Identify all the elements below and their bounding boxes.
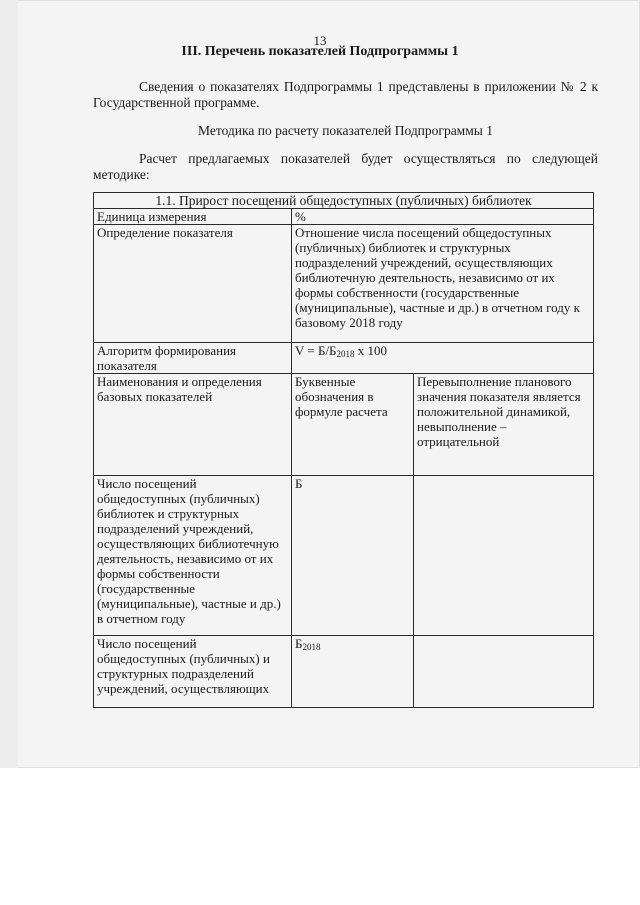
table-row <box>94 636 594 708</box>
dynamics-note: Перевыполнение планового значения показателя является положительной динамикой, невыполнение – отрицательной <box>414 374 594 476</box>
table-title-row <box>94 193 594 209</box>
indicator-table <box>93 192 594 708</box>
formula-main: V = Б/Б <box>295 343 337 358</box>
algorithm-formula <box>292 343 594 374</box>
methodology-paragraph: Расчет предлагаемых показателей будет осуществляться по следующей методике: <box>93 151 598 182</box>
definition-value: Отношение числа посещений общедоступных (публичных) библиотек и структурных подразделений учреждений, осуществляющих библиотечную деятельность, независимо от их формы собственности (государственные (муниципальные), частные и др.) в отчетном году к базовому 2018 году <box>292 225 594 343</box>
base-indicator-name: Число посещений общедоступных (публичных) и структурных подразделений учреждений, осуществляющих <box>94 636 292 708</box>
base-indicator-name: Число посещений общедоступных (публичных) библиотек и структурных подразделений учреждений, осуществляющих библиотечную деятельность, независимо от их формы собственности (государственные (муниципальные), частные и др.) в отчетном году <box>94 476 292 636</box>
base-indicator-symbol: Б <box>292 476 414 636</box>
base-indicator-symbol: $Б_{2018}$ <box>292 636 414 708</box>
base-indicators-header-row <box>94 374 594 476</box>
page-number: 13 <box>313 33 327 48</box>
unit-row <box>94 209 594 225</box>
definition-label: Определение показателя <box>94 225 292 343</box>
formula-subscript: 2018 <box>336 349 355 359</box>
scan-edge-shadow <box>0 0 18 768</box>
algorithm-row <box>94 343 594 374</box>
formula-tail: х 100 <box>354 343 388 358</box>
empty-cell <box>414 636 594 708</box>
algorithm-label: Алгоритм формирования показателя <box>94 343 292 374</box>
unit-label: Единица измерения <box>94 209 292 225</box>
intro-paragraph: Сведения о показателях Подпрограммы 1 представлены в приложении № 2 к Государственной программе. <box>93 79 598 110</box>
table-title: 1.1. Прирост посещений общедоступных (публичных) библиотек <box>94 193 594 209</box>
definition-row <box>94 225 594 343</box>
names-header: Наименования и определения базовых показателей <box>94 374 292 476</box>
table-row <box>94 476 594 636</box>
empty-cell <box>414 476 594 636</box>
section-title: III. Перечень показателей Подпрограммы 1 <box>181 44 459 59</box>
unit-value: % <box>292 209 594 225</box>
methodology-heading: Методика по расчету показателей Подпрограммы 1 <box>198 123 493 138</box>
symbols-header: Буквенные обозначения в формуле расчета <box>292 374 414 476</box>
